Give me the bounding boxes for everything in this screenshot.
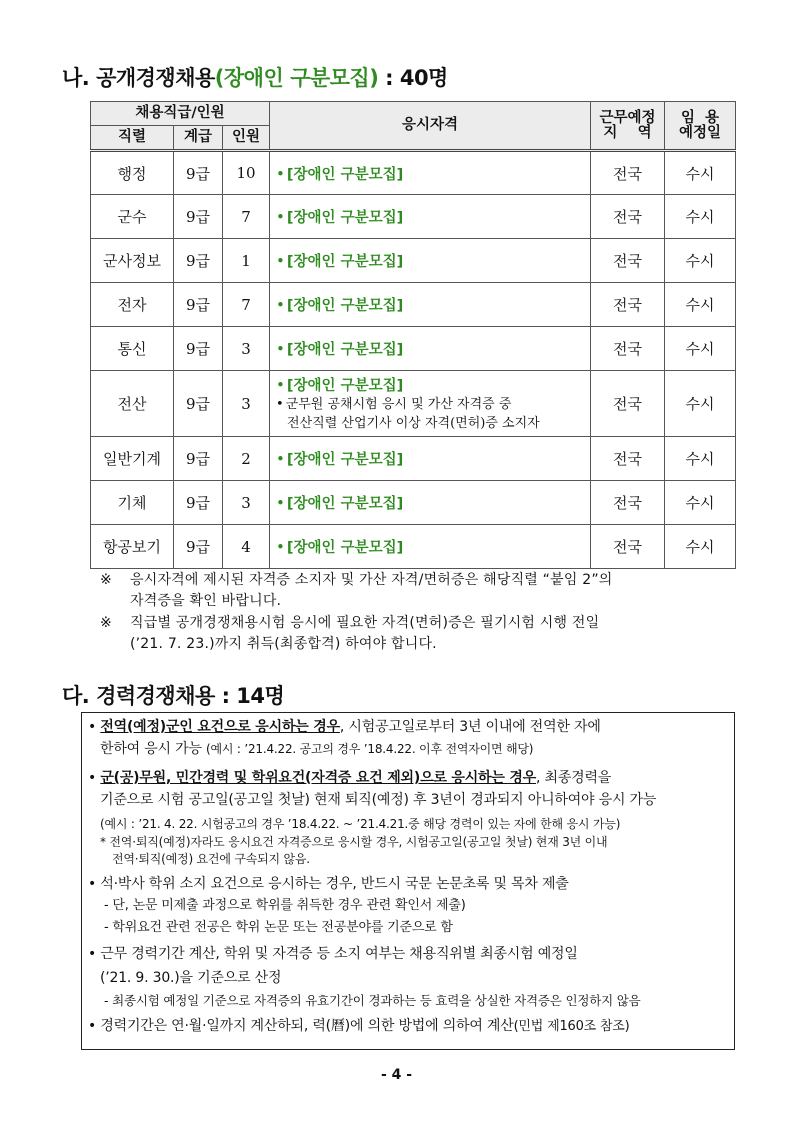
table-row: 항공보기 9급 4 • [장애인 구분모집] 전국 수시 (91, 525, 736, 569)
note-item: ※ 응시자격에 제시된 자격증 소지자 및 가산 자격/면허증은 해당직렬 “붙임 2”의 자격증을 확인 바랍니다. (100, 572, 613, 609)
career-requirements-box: • 전역(예정)군인 요건으로 응시하는 경우, 시험공고일로부터 3년 이내에 전역한 자에 한하여 응시 가능 (예시 : ’21.4.22. 공고의 경우 ’18.4.22. 이후 전역자이면 해당) • 군(공)무원, 민간경력 및 학위요건(자격증 요건 제외)으로 응시하는 경우, 최종경력을 기준으로 시험 공고일(공고일 첫날) 현재 퇴직(예정) 후 3년이 경과되지 아니하여야 응시 가능 (예시 : ’21. 4. 22. 시험공고의 경우 ’18.4.22. ~ ’21.4.21.중 해당 경력이 있는 자에 한해 응시 가능) * 전역·퇴직(예정)자라도 응시요건 자격증으로 응시할 경우, 시험공고일(공고일 첫날) 현재 3년 이내 전역·퇴직(예정) 요건에 구속되지 않음. • 석·박사 학위 소지 요건으로 응시하는 경우, 반드시 국문 논문초록 및 목차 제출 - 단, 논문 미제출 과정으로 학위를 취득한 경우 관련 확인서 제출) - 학위요건 관련 전공은 학위 논문 또는 전공분야를 기준으로 함 • 근무 경력기간 계산, 학위 및 자격증 등 소지 여부는 채용직위별 최종시험 예정일 (’21. 9. 30.)을 기준으로 산정 - 최종시험 예정일 기준으로 자격증의 유효기간이 경과하는 등 효력을 상실한 자격증은 인정하지 않음 • 경력기간은 연·월·일까지 계산하되, 력(曆)에 의한 방법에 의하여 계산(민법 제160조 참조) (81, 712, 735, 1050)
bullet-icon: • (276, 450, 285, 468)
section-title-career-recruitment: 다. 경력경쟁채용 : 14명 (62, 684, 285, 708)
header-group: 채용직급/인원 (91, 102, 270, 126)
list-item: • 군(공)무원, 민간경력 및 학위요건(자격증 요건 제외)으로 응시하는 경우, 최종경력을 (88, 770, 612, 786)
bullet-icon: • (276, 376, 285, 394)
table-row: 군수 9급 7 • [장애인 구분모집] 전국 수시 (91, 195, 736, 239)
notes (100, 570, 750, 656)
header-grade: 계급 (174, 126, 223, 151)
list-item: • 근무 경력기간 계산, 학위 및 자격증 등 소지 여부는 채용직위별 최종시험 예정일 (88, 946, 578, 962)
list-item: • 전역(예정)군인 요건으로 응시하는 경우, 시험공고일로부터 3년 이내에 전역한 자에 (88, 719, 601, 735)
note-item: ※ 직급별 공개경쟁채용시험 응시에 필요한 자격(면허)증은 필기시험 시행 전일 (’21. 7. 23.)까지 취득(최종합격) 하여야 합니다. (100, 615, 600, 652)
reference-mark-icon: ※ (100, 615, 112, 631)
recruitment-table (90, 101, 736, 569)
header-count: 인원 (223, 126, 270, 151)
table-row: 행정 9급 10 • [장애인 구분모집] 전국 수시 (91, 151, 736, 195)
list-item: • 경력기간은 연·월·일까지 계산하되, 력(曆)에 의한 방법에 의하여 계산(민법 제160조 참조) (88, 1018, 630, 1034)
bullet-icon: • (276, 252, 285, 270)
bullet-icon: • (276, 397, 284, 412)
table-row: 기체 9급 3 • [장애인 구분모집] 전국 수시 (91, 481, 736, 525)
bullet-icon: • (276, 538, 285, 556)
bullet-icon: • (276, 208, 285, 226)
bullet-icon: • (276, 494, 285, 512)
table-row: 군사정보 9급 1 • [장애인 구분모집] 전국 수시 (91, 239, 736, 283)
bullet-icon: • (276, 164, 285, 183)
page-number: - 4 - (380, 1067, 413, 1083)
header-series: 직렬 (91, 126, 174, 151)
reference-mark-icon: ※ (100, 572, 112, 588)
section-title-open-recruitment: 나. 공개경쟁채용(장애인 구분모집) : 40명 (62, 66, 448, 90)
bullet-icon: • (276, 296, 285, 314)
header-date: 임 용 예정일 (665, 102, 736, 151)
list-item: • 석·박사 학위 소지 요건으로 응시하는 경우, 반드시 국문 논문초록 및 목차 제출 (88, 876, 569, 892)
table-row: 통신 9급 3 • [장애인 구분모집] 전국 수시 (91, 327, 736, 371)
header-qualification: 응시자격 (270, 102, 591, 151)
table-row: 일반기계 9급 2 • [장애인 구분모집] 전국 수시 (91, 437, 736, 481)
table-row: 전산 9급 3 • [장애인 구분모집] • 군무원 공채시험 응시 및 가산 자격증 중 전산직렬 산업기사 이상 자격(면허)증 소지자 전국 수시 (91, 371, 736, 437)
bullet-icon: • (276, 340, 285, 358)
header-region: 근무예정 지 역 (591, 102, 665, 151)
table-row: 전자 9급 7 • [장애인 구분모집] 전국 수시 (91, 283, 736, 327)
